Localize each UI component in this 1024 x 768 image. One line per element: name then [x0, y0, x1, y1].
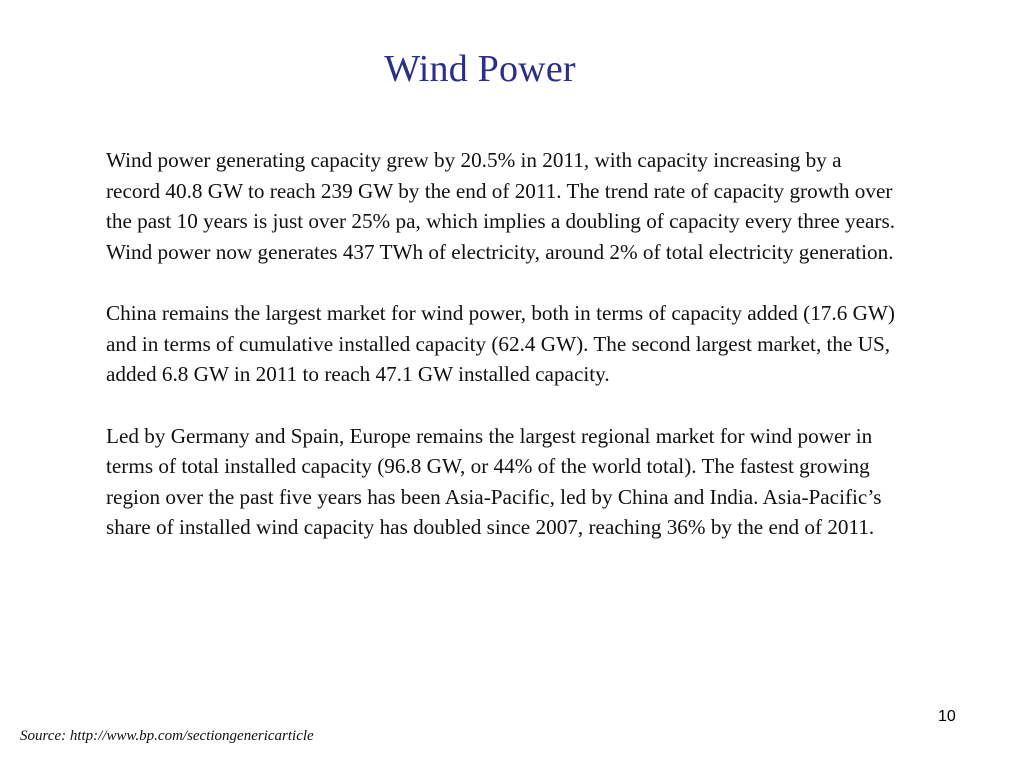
page-number: 10 [938, 708, 956, 725]
paragraph-china-market: China remains the largest market for wind power, both in terms of capacity added (17.6 GW) and in terms of cumulative installed capacity (62.4 GW). The second largest market, the US, added 6.8 GW in 2011 to reach 47.1 GW installed capacity. [106, 301, 895, 386]
slide-title: Wind Power [384, 48, 576, 90]
paragraph-europe-asia: Led by Germany and Spain, Europe remains the largest regional market for wind power in terms of total installed capacity (96.8 GW, or 44% of the world total). The fastest growing region over the past five years has been Asia-Pacific, led by China and India. Asia-Pacific’s share of installed wind capacity has doubled since 2007, reaching 36% by the end of 2011. [106, 423, 882, 539]
slide-body [106, 145, 900, 574]
source-note: Source: http://www.bp.com/sectiongenericarticle [20, 728, 314, 744]
paragraph-capacity-growth: Wind power generating capacity grew by 20.5% in 2011, with capacity increasing by a record 40.8 GW to reach 239 GW by the end of 2011. The trend rate of capacity growth over the past 10 years is just over 25% pa, which implies a doubling of capacity every three years. Wind power now generates 437 TWh of electricity, around 2% of total electricity generation. [106, 148, 895, 264]
